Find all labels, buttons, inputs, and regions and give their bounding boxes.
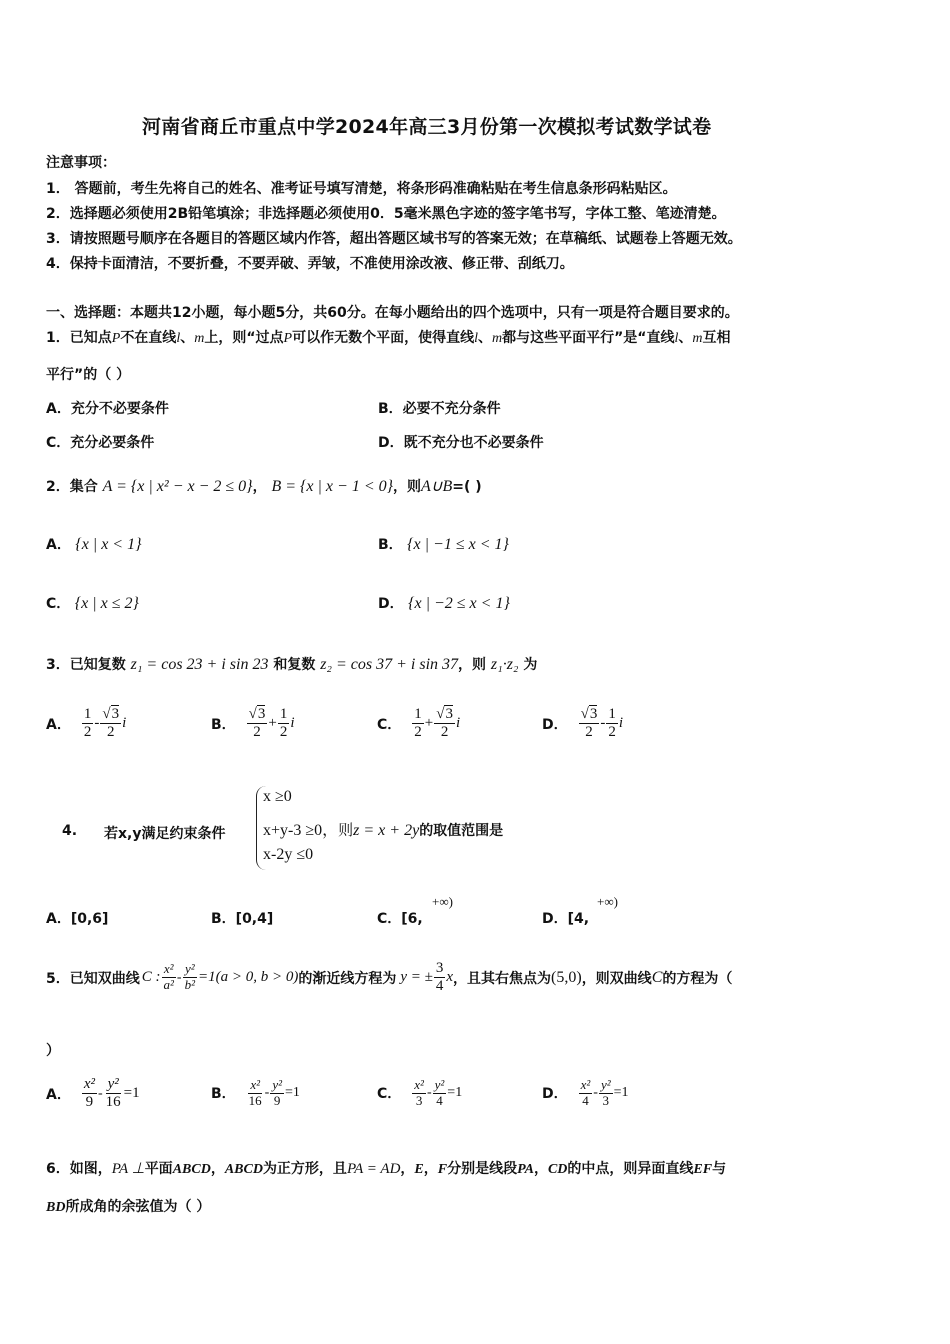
q6-text: ，	[423, 1161, 438, 1177]
q2-number: 2．集合	[46, 479, 98, 495]
union-expr: A∪B	[421, 478, 453, 495]
line-l: l	[176, 331, 181, 346]
question-1-stem-cont: 平行”的（ ）	[46, 367, 131, 383]
line-m: m	[194, 331, 205, 346]
constraint-1: x ≥0	[263, 788, 292, 805]
segment-pa: PA	[517, 1162, 534, 1177]
point-p: P	[111, 331, 121, 346]
q4-option-b[interactable]: B．[0,4]	[211, 911, 274, 927]
fraction: $\frac{√3}{2}$	[436, 706, 453, 741]
q1-option-a[interactable]: A．充分不必要条件	[46, 401, 169, 417]
q3-option-d[interactable]	[542, 706, 623, 742]
q4-stem-b: 的取值范围是	[419, 823, 504, 839]
product-expr: z₁·z₂	[490, 656, 519, 673]
q4-stem-a: 若x,y满足约束条件	[104, 826, 226, 842]
minus-sign: -	[593, 1085, 598, 1101]
point-f: F	[437, 1162, 448, 1177]
q1-option-c[interactable]: C．充分必要条件	[46, 435, 155, 451]
fraction: $\frac{\text{x²}}{9}$	[83, 1076, 95, 1111]
imaginary-unit: i	[122, 715, 127, 732]
option-label: A．	[46, 716, 71, 733]
curve-name: C :	[141, 969, 161, 986]
plane-abcd: ABCD	[172, 1162, 211, 1177]
minus-sign: -	[94, 715, 100, 732]
option-label: A．	[46, 1086, 71, 1103]
line-l: l	[474, 331, 478, 346]
variable-x: x	[446, 969, 454, 986]
q6-text: 为正方形，且	[262, 1161, 347, 1177]
q3-option-b[interactable]	[211, 706, 295, 742]
complex-z1: z₁ = cos 23 + i sin 23	[130, 656, 269, 673]
q5-option-b[interactable]	[211, 1078, 300, 1109]
line-m: m	[491, 331, 503, 346]
minus-sign: -	[426, 1085, 432, 1101]
q5-text: 的渐近线方程为	[298, 970, 397, 987]
line-l: l	[674, 331, 679, 346]
q2-text: ，则	[393, 479, 422, 495]
option-label: C．	[377, 1086, 402, 1103]
minus-sign: -	[264, 1085, 270, 1101]
q3-option-a[interactable]	[46, 706, 126, 742]
question-3-stem	[46, 654, 537, 674]
question-6-stem	[46, 1158, 726, 1178]
option-label: A．	[46, 537, 71, 553]
hyperbola-condition: =1(a > 0, b > 0)	[197, 969, 299, 986]
fraction: $\frac{\text{y²}}{4}$	[434, 1077, 445, 1108]
q2-option-a[interactable]	[46, 534, 142, 554]
fraction: $\frac{1}{2}$	[279, 706, 288, 741]
page-title: 河南省商丘市重点中学2024年高三3月份第一次模拟考试数学试卷	[142, 116, 712, 138]
set-a: A = {x | x² − x − 2 ≤ 0}	[102, 478, 253, 495]
constraint-3: x-2y ≤0	[263, 846, 314, 863]
square-abcd: ABCD	[224, 1162, 263, 1177]
line-ef: EF	[693, 1162, 713, 1177]
imaginary-unit: i	[618, 715, 624, 732]
constraint-2: x+y-3 ≥0，则z = x + 2y的取值范围是	[263, 822, 504, 839]
option-label: B．	[378, 537, 403, 553]
imaginary-unit: i	[455, 715, 461, 732]
fraction: $\frac{\text{x²}}{16}$	[248, 1077, 262, 1108]
q4-option-d-tail: +∞)	[597, 894, 618, 909]
question-6-stem-cont	[46, 1196, 210, 1216]
fraction: $\frac{\text{y²}}{16}$	[105, 1076, 121, 1111]
option-value: {x | x ≤ 2}	[74, 595, 139, 612]
q5-number: 5．已知双曲线	[46, 970, 140, 987]
q1-sep: 、	[678, 330, 693, 346]
section-heading: 一、选择题：本题共12小题，每小题5分，共60分。在每小题给出的四个选项中，只有一项是符合题目要求的。	[46, 305, 739, 321]
q5-option-d[interactable]	[542, 1078, 629, 1109]
line-m: m	[692, 331, 703, 346]
point-p: P	[283, 331, 293, 346]
q4-option-c-tail: +∞)	[432, 894, 453, 909]
note-item: 2．选择题必须使用2B铅笔填涂；非选择题必须使用0．5毫米黑色字迹的签字笔书写，字体工整、笔迹清楚。	[46, 206, 726, 222]
fraction: $\frac{\text{y²}}{9}$	[272, 1077, 283, 1108]
option-value: {x | −1 ≤ x < 1}	[407, 536, 509, 553]
note-item: 4．保持卡面清洁，不要折叠，不要弄破、弄皱，不准使用涂改液、修正带、刮纸刀。	[46, 256, 574, 272]
fraction: $\frac{1}{2}$	[608, 706, 616, 741]
point-e: E	[414, 1162, 424, 1177]
q5-text: ，且其右焦点为	[453, 970, 552, 987]
q5-text: 的方程为（	[662, 970, 733, 987]
fraction: $\frac{\text{y²}}{\text{b²}}$	[184, 961, 195, 993]
q6-text: 所成角的余弦值为（ ）	[65, 1199, 211, 1215]
equals-one: =1	[613, 1085, 629, 1101]
option-label: C．	[46, 596, 71, 612]
q3-option-c[interactable]	[377, 706, 460, 742]
minus-sign: -	[176, 969, 182, 985]
q6-text: ，	[400, 1161, 415, 1177]
asymptote-expr: y = ±	[400, 969, 433, 986]
q1-text: 可以作无数个平面，使得直线	[292, 330, 475, 346]
segment-cd: CD	[547, 1162, 568, 1177]
perp-expr: PA ⊥	[111, 1161, 145, 1177]
equal-expr: PA = AD	[346, 1161, 401, 1177]
fraction: $\frac{\text{x²}}{\text{a²}}$	[163, 961, 174, 993]
q3-number: 3．已知复数	[46, 657, 126, 673]
q2-option-b[interactable]	[378, 534, 509, 554]
q6-number: 6．如图，	[46, 1161, 112, 1177]
q4-option-a[interactable]: A．[0,6]	[46, 911, 109, 927]
fraction: $\frac{1}{2}$	[414, 706, 422, 741]
option-value: {x | −2 ≤ x < 1}	[408, 595, 510, 612]
q6-text: 与	[712, 1161, 727, 1177]
curve-name: C	[651, 968, 663, 986]
imaginary-unit: i	[290, 715, 295, 732]
q1-text: 不在直线	[120, 330, 177, 346]
q5-option-a[interactable]	[46, 1076, 140, 1112]
q4-option-c[interactable]: C．[6,	[377, 911, 423, 927]
fraction: $\frac{√3}{2}$	[102, 706, 120, 741]
question-5-stem	[46, 960, 732, 996]
q6-text: 平面	[144, 1161, 173, 1177]
q3-text: 和复数	[273, 657, 316, 673]
q1-sep: 、	[477, 330, 492, 346]
option-label: D．	[378, 596, 404, 612]
q2-comma: ，	[252, 479, 267, 495]
objective-z: z = x + 2y	[353, 822, 420, 839]
fraction: $\frac{√3}{2}$	[580, 706, 598, 741]
plus-sign: +	[424, 715, 434, 732]
fraction: $\frac{\text{x²}}{4}$	[580, 1077, 591, 1108]
equals-one: =1	[123, 1085, 140, 1102]
q1-sep: 、	[180, 330, 195, 346]
q3-text: 为	[523, 657, 538, 673]
question-1-stem	[46, 327, 731, 347]
complex-z2: z₂ = cos 37 + i sin 37	[320, 656, 459, 673]
question-2-stem	[46, 476, 482, 496]
option-label: B．	[211, 1086, 236, 1103]
q6-text: ，	[533, 1161, 548, 1177]
minus-sign: -	[600, 715, 606, 732]
q1-text: 互相	[702, 330, 731, 346]
q6-text: 的中点，则异面直线	[567, 1161, 694, 1177]
notes-heading: 注意事项：	[46, 155, 116, 171]
q3-text: ，则	[458, 657, 487, 673]
q1-text: 上，则“过点	[204, 330, 284, 346]
equals-one: =1	[285, 1085, 300, 1101]
equals-one: =1	[447, 1085, 463, 1101]
fraction: $\frac{\text{x²}}{3}$	[414, 1077, 424, 1108]
fraction: $\frac{√3}{2}$	[248, 706, 266, 741]
fraction: $\frac{1}{2}$	[83, 706, 92, 741]
option-label: B．	[211, 716, 236, 733]
q5-text: ，则双曲线	[581, 970, 652, 987]
focus-point: (5,0)	[551, 968, 582, 986]
q4-option-d[interactable]: D．[4,	[542, 911, 590, 927]
q6-text: 分别是线段	[447, 1161, 518, 1177]
q1-number: 1．已知点	[46, 330, 112, 346]
then-word: 则	[338, 823, 354, 839]
q5-close-paren: ）	[46, 1043, 60, 1059]
plus-sign: +	[268, 715, 277, 732]
option-label: D．	[542, 1086, 568, 1103]
fraction: $\frac{\text{y²}}{3}$	[600, 1077, 611, 1108]
set-b: B = {x | x − 1 < 0}	[271, 478, 394, 495]
option-label: C．	[377, 716, 402, 733]
q4-number: 4.	[62, 823, 78, 839]
line-bd: BD	[46, 1200, 66, 1215]
q1-text: 都与这些平面平行”是“直线	[502, 330, 675, 346]
fraction: $\frac{3}{4}$	[435, 960, 444, 995]
note-item: 1． 答题前，考生先将自己的姓名、准考证号填写清楚，将条形码准确粘贴在考生信息条形码粘贴区。	[46, 181, 677, 197]
q2-text: =( )	[452, 479, 482, 495]
q1-option-b[interactable]: B．必要不充分条件	[378, 401, 501, 417]
q5-option-c[interactable]	[377, 1078, 462, 1109]
option-value: {x | x < 1}	[75, 536, 142, 553]
q6-text: ，	[210, 1161, 225, 1177]
q2-option-d[interactable]	[378, 593, 510, 613]
minus-sign: -	[98, 1085, 103, 1101]
option-label: D．	[542, 716, 568, 733]
note-item: 3．请按照题号顺序在各题目的答题区域内作答，超出答题区域书写的答案无效；在草稿纸、试题卷上答题无效。	[46, 231, 742, 247]
q1-option-d[interactable]: D．既不充分也不必要条件	[378, 435, 544, 451]
q2-option-c[interactable]	[46, 593, 139, 613]
